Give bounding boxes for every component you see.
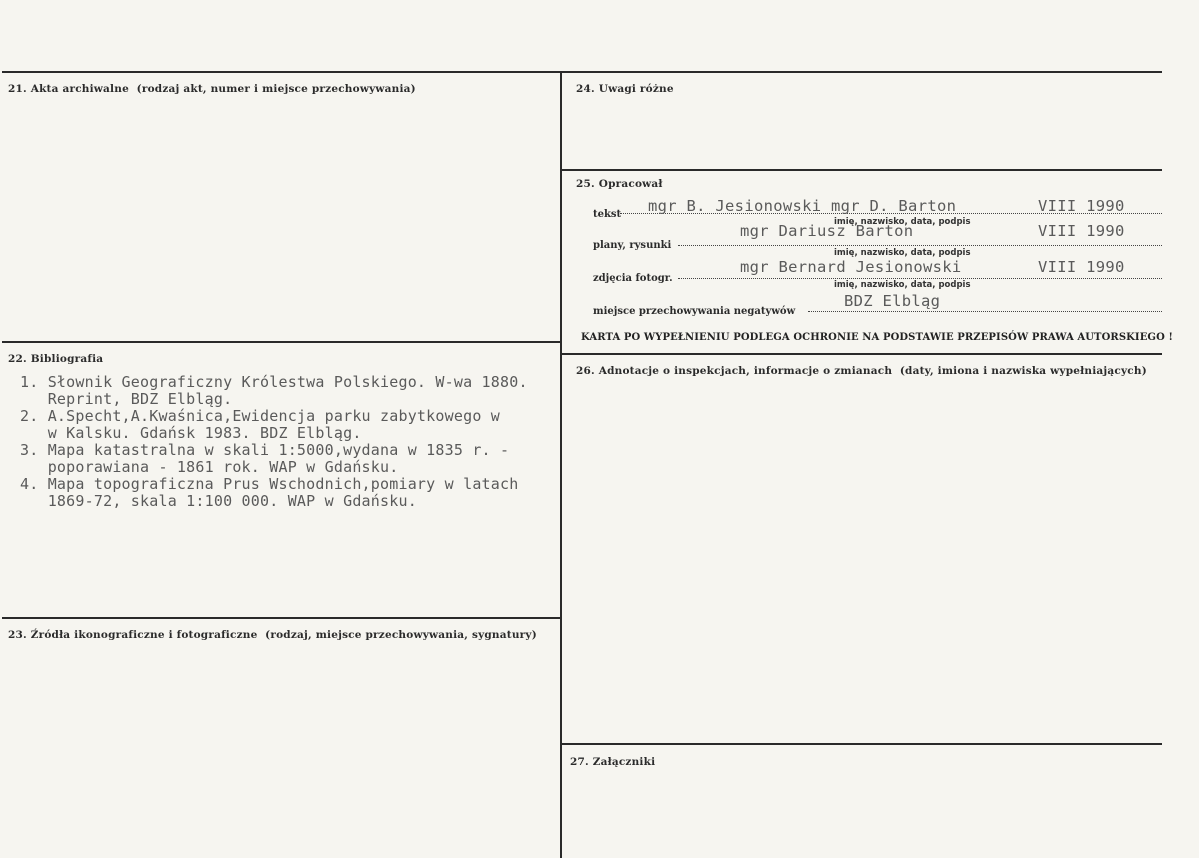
plany-date: VIII 1990 — [1038, 222, 1125, 240]
plany-dotted-line — [678, 245, 1162, 246]
bibliography-item-1-line2: Reprint, BDZ Elbląg. — [47, 390, 233, 408]
bibliography-list — [20, 374, 528, 510]
bibliography-item-4-line1: 4. Mapa topograficzna Prus Wschodnich,pomiary w latach — [20, 475, 519, 493]
plany-hint: imię, nazwisko, data, podpis — [834, 248, 971, 258]
section-23-label: 23. Źródła ikonograficzne i fotograficzne (rodzaj, miejsce przechowywania, sygnatury) — [8, 629, 537, 641]
zdjecia-label: zdjęcia fotogr. — [593, 273, 673, 284]
section-22-label: 22. Bibliografia — [8, 353, 104, 365]
copyright-notice: KARTA PO WYPEŁNIENIU PODLEGA OCHRONIE NA PODSTAWIE PRZEPISÓW PRAWA AUTORSKIEGO ! — [581, 332, 1173, 343]
rule-26-27 — [561, 743, 1162, 745]
rule-24-25 — [561, 169, 1162, 171]
section-25-label: 25. Opracował — [576, 178, 663, 190]
zdjecia-hint: imię, nazwisko, data, podpis — [834, 280, 971, 290]
section-27-label: 27. Załączniki — [570, 756, 656, 768]
rule-21-22 — [2, 341, 561, 343]
negatywy-value: BDZ Elbląg — [844, 292, 941, 310]
bibliography-item-3-line1: 3. Mapa katastralna w skali 1:5000,wydana w 1835 r. - — [20, 441, 510, 459]
bibliography-item-1-line1: 1. Słownik Geograficzny Królestwa Polskiego. W-wa 1880. — [20, 373, 528, 391]
zdjecia-date: VIII 1990 — [1038, 258, 1125, 276]
rule-22-23 — [2, 617, 561, 619]
bibliography-item-2-line2: w Kalsku. Gdańsk 1983. BDZ Elbląg. — [47, 424, 362, 442]
plany-label: plany, rysunki — [593, 240, 672, 251]
plany-value: mgr Dariusz Barton — [740, 222, 914, 240]
tekst-label: tekst — [593, 209, 622, 220]
bibliography-item-3-line2: poporawiana - 1861 rok. WAP w Gdańsku. — [47, 458, 399, 476]
zdjecia-value: mgr Bernard Jesionowski — [740, 258, 962, 276]
bibliography-item-2-line1: 2. A.Specht,A.Kwaśnica,Ewidencja parku zabytkowego w — [20, 407, 501, 425]
tekst-date: VIII 1990 — [1038, 197, 1125, 215]
tekst-value: mgr B. Jesionowski mgr D. Barton — [648, 197, 957, 215]
rule-25-26 — [561, 353, 1162, 355]
zdjecia-dotted-line — [678, 278, 1162, 279]
section-26-label: 26. Adnotacje o inspekcjach, informacje o zmianach (daty, imiona i nazwiska wypełniających) — [576, 365, 1147, 377]
top-rule — [2, 71, 1162, 73]
negatywy-dotted-line — [808, 311, 1162, 312]
center-divider — [560, 72, 562, 858]
negatywy-label: miejsce przechowywania negatywów — [593, 306, 796, 317]
section-21-label: 21. Akta archiwalne (rodzaj akt, numer i miejsce przechowywania) — [8, 83, 416, 95]
bibliography-item-4-line2: 1869-72, skala 1:100 000. WAP w Gdańsku. — [47, 492, 417, 510]
section-24-label: 24. Uwagi różne — [576, 83, 674, 95]
tekst-hint: imię, nazwisko, data, podpis — [834, 217, 971, 227]
